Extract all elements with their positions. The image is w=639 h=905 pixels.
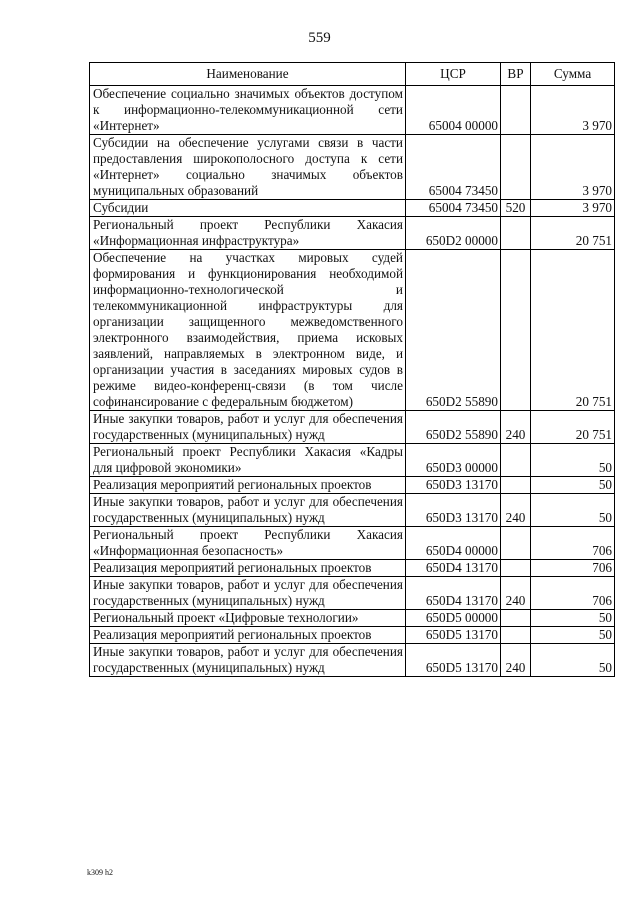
row-sum-cell: 50 (531, 610, 615, 627)
row-name-cell: Региональный проект Республики Хакасия «Информационная инфраструктура» (90, 217, 406, 250)
table-row (90, 217, 615, 250)
row-vr-cell (501, 444, 531, 477)
row-vr-cell (501, 135, 531, 200)
row-vr-cell: 240 (501, 411, 531, 444)
header-vr: ВР (501, 63, 531, 86)
row-vr-cell (501, 527, 531, 560)
header-sum: Сумма (531, 63, 615, 86)
table-row (90, 560, 615, 577)
row-name-cell: Региональный проект Республики Хакасия «Информационная безопасность» (90, 527, 406, 560)
row-sum-cell: 50 (531, 444, 615, 477)
table-row (90, 477, 615, 494)
table-row (90, 527, 615, 560)
table-row (90, 411, 615, 444)
header-name: Наименование (90, 63, 406, 86)
row-name-cell: Иные закупки товаров, работ и услуг для обеспечения государственных (муниципальных) нужд (90, 494, 406, 527)
row-csr-cell: 650D3 13170 (406, 477, 501, 494)
table-row (90, 444, 615, 477)
row-sum-cell: 50 (531, 627, 615, 644)
table-row (90, 494, 615, 527)
row-vr-cell: 240 (501, 494, 531, 527)
row-csr-cell: 650D2 55890 (406, 250, 501, 411)
row-csr-cell: 650D2 55890 (406, 411, 501, 444)
row-sum-cell: 20 751 (531, 250, 615, 411)
row-name-cell: Субсидии на обеспечение услугами связи в части предоставления широкополосного доступа к сети «Интернет» социально значимых объектов муниципальных образований (90, 135, 406, 200)
row-vr-cell (501, 217, 531, 250)
row-csr-cell: 65004 73450 (406, 135, 501, 200)
table-row (90, 86, 615, 135)
row-name-cell: Обеспечение на участках мировых судей формирования и функционирования необходимой информационно-технологической и телекоммуникационной инфраструктуры для организации защищенного межведомственного электронного взаимодействия, приема исковых заявлений, направляемых в электронном виде, и организации участия в заседаниях мировых судов в режиме видео-конференц-связи (в том числе софинансирование с федеральным бюджетом) (90, 250, 406, 411)
row-sum-cell: 706 (531, 560, 615, 577)
row-name-cell: Региональный проект «Цифровые технологии» (90, 610, 406, 627)
row-name-cell: Иные закупки товаров, работ и услуг для обеспечения государственных (муниципальных) нужд (90, 577, 406, 610)
row-sum-cell: 3 970 (531, 86, 615, 135)
row-name-cell: Реализация мероприятий региональных проектов (90, 627, 406, 644)
table-row (90, 610, 615, 627)
row-name-cell: Иные закупки товаров, работ и услуг для обеспечения государственных (муниципальных) нужд (90, 411, 406, 444)
row-sum-cell: 50 (531, 477, 615, 494)
row-csr-cell: 65004 00000 (406, 86, 501, 135)
row-vr-cell: 240 (501, 644, 531, 677)
row-csr-cell: 650D2 00000 (406, 217, 501, 250)
page-number: 559 (308, 30, 331, 46)
row-csr-cell: 650D3 13170 (406, 494, 501, 527)
row-csr-cell: 650D4 13170 (406, 577, 501, 610)
table-body (90, 86, 615, 677)
row-vr-cell: 240 (501, 577, 531, 610)
row-sum-cell: 50 (531, 644, 615, 677)
row-sum-cell: 20 751 (531, 217, 615, 250)
row-csr-cell: 650D5 13170 (406, 644, 501, 677)
row-vr-cell (501, 86, 531, 135)
row-name-cell: Субсидии (90, 200, 406, 217)
row-csr-cell: 650D4 00000 (406, 527, 501, 560)
table-row (90, 135, 615, 200)
table-row (90, 644, 615, 677)
row-name-cell: Реализация мероприятий региональных проектов (90, 477, 406, 494)
row-vr-cell: 520 (501, 200, 531, 217)
row-sum-cell: 50 (531, 494, 615, 527)
row-name-cell: Региональный проект Республики Хакасия «Кадры для цифровой экономики» (90, 444, 406, 477)
row-name-cell: Реализация мероприятий региональных проектов (90, 560, 406, 577)
table-row (90, 627, 615, 644)
footer-code: k309 h2 (87, 868, 113, 877)
row-vr-cell (501, 560, 531, 577)
row-sum-cell: 3 970 (531, 135, 615, 200)
header-csr: ЦСР (406, 63, 501, 86)
row-vr-cell (501, 627, 531, 644)
table-row (90, 250, 615, 411)
row-name-cell: Обеспечение социально значимых объектов доступом к информационно-телекоммуникационной сети «Интернет» (90, 86, 406, 135)
row-sum-cell: 706 (531, 527, 615, 560)
table-row (90, 200, 615, 217)
budget-table (89, 62, 615, 677)
row-csr-cell: 650D3 00000 (406, 444, 501, 477)
table-header-row (90, 63, 615, 86)
row-sum-cell: 3 970 (531, 200, 615, 217)
row-sum-cell: 20 751 (531, 411, 615, 444)
row-vr-cell (501, 610, 531, 627)
row-sum-cell: 706 (531, 577, 615, 610)
row-csr-cell: 650D5 13170 (406, 627, 501, 644)
row-name-cell: Иные закупки товаров, работ и услуг для обеспечения государственных (муниципальных) нужд (90, 644, 406, 677)
row-csr-cell: 65004 73450 (406, 200, 501, 217)
row-vr-cell (501, 477, 531, 494)
row-vr-cell (501, 250, 531, 411)
row-csr-cell: 650D5 00000 (406, 610, 501, 627)
row-csr-cell: 650D4 13170 (406, 560, 501, 577)
table-row (90, 577, 615, 610)
